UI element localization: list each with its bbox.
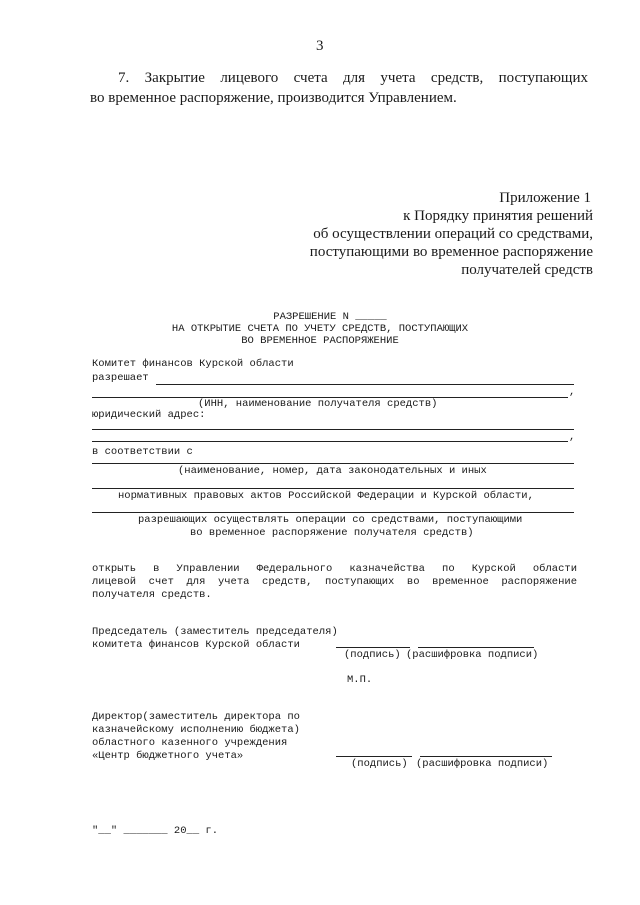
acts-line-1[interactable] [92,463,574,464]
page-number: 3 [316,38,324,54]
director-title-3: областного казенного учреждения [92,737,288,749]
permits-label: разрешает [92,372,149,384]
legal-address-label: юридический адрес: [92,409,206,421]
committee-label: Комитет финансов Курской области [92,358,294,370]
director-signature-caption: (подпись) [351,758,408,770]
form-subtitle-2: ВО ВРЕМЕННОЕ РАСПОРЯЖЕНИЕ [241,335,399,347]
inn-caption: (ИНН, наименование получателя средств) [198,398,438,410]
open-text-1: открыть в Управлении Федерального казначейства по Курской области [92,563,577,575]
address-line-2[interactable] [92,441,568,442]
director-title-2: казначейскому исполнению бюджета) [92,724,300,736]
date-field[interactable]: "__" _______ 20__ г. [92,825,219,837]
open-text-3: получателя средств. [92,589,212,601]
chair-decode-caption: (расшифровка подписи) [406,649,539,661]
acts-caption-3: разрешающих осуществлять операции со средствами, поступающими [138,514,523,526]
director-decode-caption: (расшифровка подписи) [416,758,549,770]
address-line-1[interactable] [92,429,574,430]
comma-2: , [569,431,576,443]
appendix-title: Приложение 1 [499,190,591,206]
chair-signature-line[interactable] [336,647,410,648]
seal-mark: М.П. [347,674,373,686]
appendix-line-5: получателей средств [461,262,593,278]
acts-caption-2: нормативных правовых актов Российской Федерации и Курской области, [118,490,534,502]
form-subtitle-1: НА ОТКРЫТИЕ СЧЕТА ПО УЧЕТУ СРЕДСТВ, ПОСТУПАЮЩИХ [171,323,469,335]
acts-line-3[interactable] [92,512,574,513]
comma-1: , [569,386,576,398]
appendix-line-2: к Порядку принятия решений [403,208,593,224]
acts-caption-4: во временное распоряжение получателя средств) [190,527,474,539]
chair-signature-caption: (подпись) [344,649,401,661]
director-decode-line[interactable] [420,756,552,757]
form-title: РАЗРЕШЕНИЕ N _____ [273,311,387,323]
open-text-2: лицевой счет для учета средств, поступающих во временное распоряжение [92,576,577,588]
director-signature-line[interactable] [336,756,412,757]
director-title-4: «Центр бюджетного учета» [92,750,244,762]
clause-7-line-2: во временное распоряжение, производится Управлением. [90,90,457,106]
according-label: в соответствии с [92,446,193,458]
chair-decode-line[interactable] [418,647,534,648]
acts-line-2[interactable] [92,488,574,489]
chair-title-1: Председатель (заместитель председателя) [92,626,338,638]
recipient-line-1[interactable] [156,384,574,385]
clause-7-line-1: 7. Закрытие лицевого счета для учета средств, поступающих [118,70,588,86]
appendix-line-4: поступающими во временное распоряжение [309,244,593,260]
director-title-1: Директор(заместитель директора по [92,711,300,723]
acts-caption-1: (наименование, номер, дата законодательных и иных [178,465,487,477]
chair-title-2: комитета финансов Курской области [92,639,300,651]
appendix-line-3: об осуществлении операций со средствами, [313,226,593,242]
